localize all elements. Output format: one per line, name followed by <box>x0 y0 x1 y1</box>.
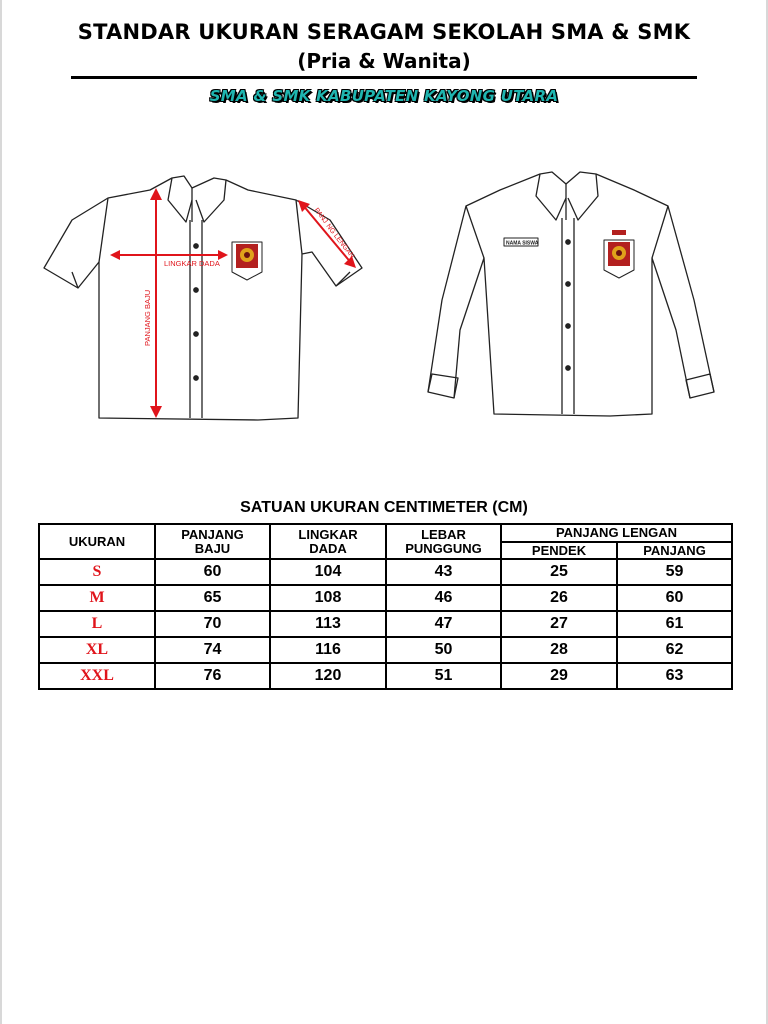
cell-lengan-pendek: 28 <box>501 637 617 663</box>
table-row <box>39 611 732 637</box>
size-code: XXL <box>39 663 155 689</box>
header-panjang-baju <box>155 524 270 559</box>
table-row <box>39 637 732 663</box>
header-panjang-baju-line2: BAJU <box>194 540 231 556</box>
table-row <box>39 559 732 585</box>
unit-title: SATUAN UKURAN CENTIMETER (CM) <box>240 499 528 516</box>
cell-lebar-punggung: 50 <box>386 637 501 663</box>
size-code: L <box>39 611 155 637</box>
size-code: XL <box>39 637 155 663</box>
title-divider <box>71 76 697 79</box>
cell-lingkar-dada: 104 <box>270 559 386 585</box>
table-row <box>39 585 732 611</box>
cell-panjang-baju: 60 <box>155 559 270 585</box>
cell-lebar-punggung: 51 <box>386 663 501 689</box>
cell-lengan-panjang: 59 <box>617 559 732 585</box>
cell-panjang-baju: 76 <box>155 663 270 689</box>
cell-lengan-pendek: 26 <box>501 585 617 611</box>
header-lebar-punggung-line2: PUNGGUNG <box>405 540 482 556</box>
cell-lingkar-dada: 120 <box>270 663 386 689</box>
cell-lengan-panjang: 62 <box>617 637 732 663</box>
header-pendek: PENDEK <box>501 542 617 559</box>
cell-lengan-pendek: 29 <box>501 663 617 689</box>
cell-lingkar-dada: 108 <box>270 585 386 611</box>
cell-lengan-panjang: 61 <box>617 611 732 637</box>
panjang-lengan-label-b: NG LENGAN <box>324 222 356 260</box>
panjang-baju-label: PANJANG BAJU <box>143 289 152 346</box>
header-panjang: PANJANG <box>617 542 732 559</box>
header-lingkar-dada <box>270 524 386 559</box>
header-ukuran: UKURAN <box>39 524 155 559</box>
header-panjang-baju-line1: PANJANG <box>181 526 244 542</box>
cell-lingkar-dada: 113 <box>270 611 386 637</box>
shirt-illustration <box>0 160 768 450</box>
size-code: S <box>39 559 155 585</box>
cell-lengan-panjang: 63 <box>617 663 732 689</box>
cell-lebar-punggung: 46 <box>386 585 501 611</box>
cell-lingkar-dada: 116 <box>270 637 386 663</box>
cell-lebar-punggung: 47 <box>386 611 501 637</box>
panjang-lengan-label-a: PANJ <box>312 206 329 225</box>
header-lebar-punggung-line1: LEBAR <box>421 526 466 542</box>
lingkar-dada-label: LINGKAR DADA <box>164 259 220 268</box>
header-lingkar-dada-line1: LINGKAR <box>298 526 358 542</box>
shirt-long-sleeve-icon <box>428 172 714 416</box>
cell-lengan-pendek: 25 <box>501 559 617 585</box>
school-name: SMA & SMK KABUPATEN KAYONG UTARA <box>209 87 559 105</box>
cell-lengan-pendek: 27 <box>501 611 617 637</box>
school-badge-icon <box>608 230 630 266</box>
page-title: STANDAR UKURAN SERAGAM SEKOLAH SMA & SMK <box>77 20 691 44</box>
size-code: M <box>39 585 155 611</box>
cell-panjang-baju: 65 <box>155 585 270 611</box>
size-table <box>38 523 733 690</box>
header-lebar-punggung <box>386 524 501 559</box>
header-lingkar-dada-line2: DADA <box>309 540 347 556</box>
cell-panjang-baju: 70 <box>155 611 270 637</box>
name-tag-label: NAMA SISWA <box>506 240 539 247</box>
cell-panjang-baju: 74 <box>155 637 270 663</box>
cell-lebar-punggung: 43 <box>386 559 501 585</box>
cell-lengan-panjang: 60 <box>617 585 732 611</box>
header-panjang-lengan: PANJANG LENGAN <box>501 524 732 542</box>
school-badge-icon <box>236 244 258 268</box>
table-row <box>39 663 732 689</box>
page-subtitle: (Pria & Wanita) <box>297 49 471 73</box>
